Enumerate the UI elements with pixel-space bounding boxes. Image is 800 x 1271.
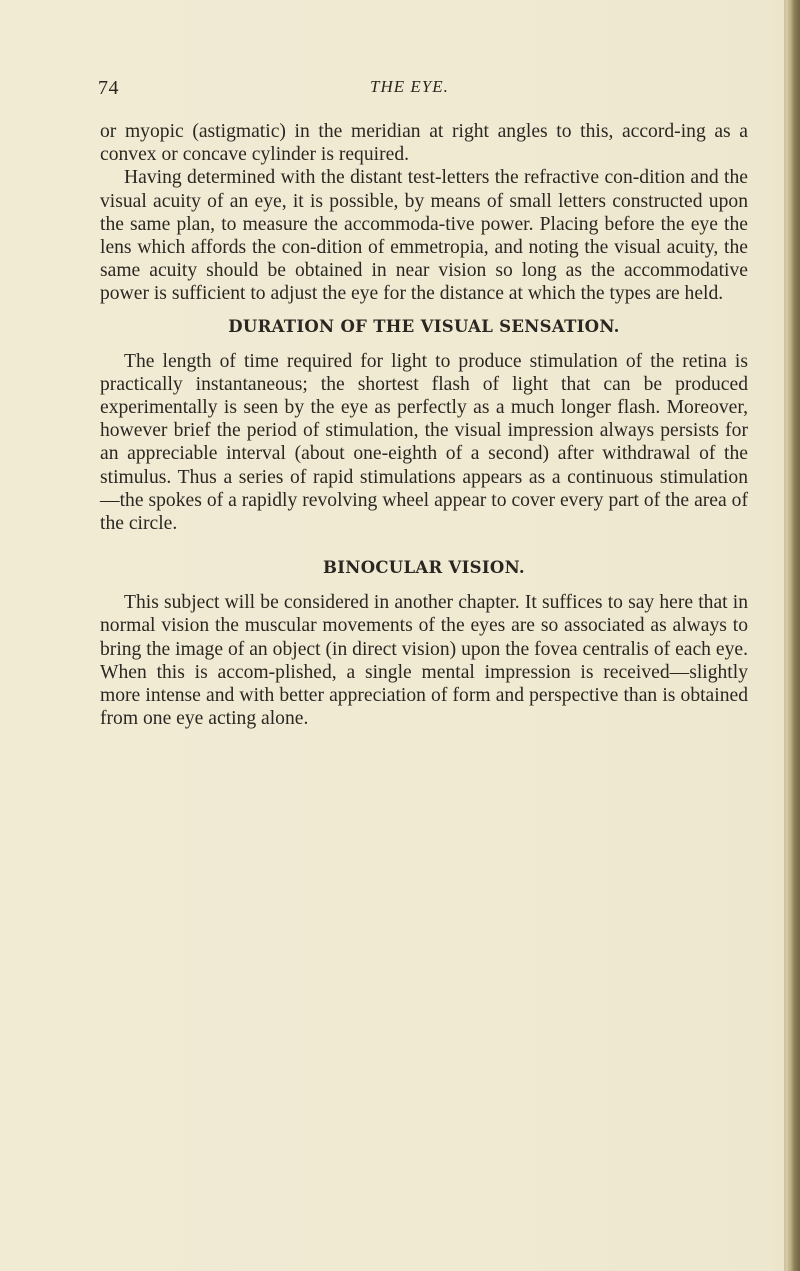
paragraph-continued: or myopic (astigmatic) in the meridian at right angles to this, accord-ing as a convex or concave cylinder is required. [100,121,748,166]
page-body [100,120,748,730]
page-number: 74 [98,77,119,99]
paragraph-binocular: This subject will be considered in another chapter. It suffices to say here that in normal vision the muscular movements of the eyes are so associated as always to bring the image of an object (in direct vision) upon the fovea centralis of each eye. When this is accom-plished, a single mental impression is received—slightly more intense and with better appreciation of form and perspective than is obtained from one eye acting alone. [100,592,748,730]
section-heading-binocular: BINOCULAR VISION. [323,558,525,578]
page-header [98,77,748,101]
section-heading-duration: DURATION OF THE VISUAL SENSATION. [228,316,620,336]
paragraph-accommodation: Having determined with the distant test-letters the refractive con-dition and the visual acuity of an eye, it is possible, by means of small letters constructed upon the same plan, to measure the accommoda-tive power. Placing before the eye the lens which affords the con-dition of emmetropia, and noting the visual acuity, the same acuity should be obtained in near vision so long as the accommodative power is sufficient to adjust the eye for the distance at which the types are held. [100,167,748,305]
book-spine-edge [786,0,800,1271]
paragraph-duration: The length of time required for light to produce stimulation of the retina is practically instantaneous; the shortest flash of light that can be produced experimentally is seen by the eye as perfectly as a much longer flash. Moreover, however brief the period of stimulation, the visual impression always persists for an appreciable interval (about one-eighth of a second) after withdrawal of the stimulus. Thus a series of rapid stimulations appears as a continuous stimulation—the spokes of a rapidly revolving wheel appear to cover every part of the area of the circle. [100,350,748,535]
running-title: THE EYE. [370,77,449,96]
